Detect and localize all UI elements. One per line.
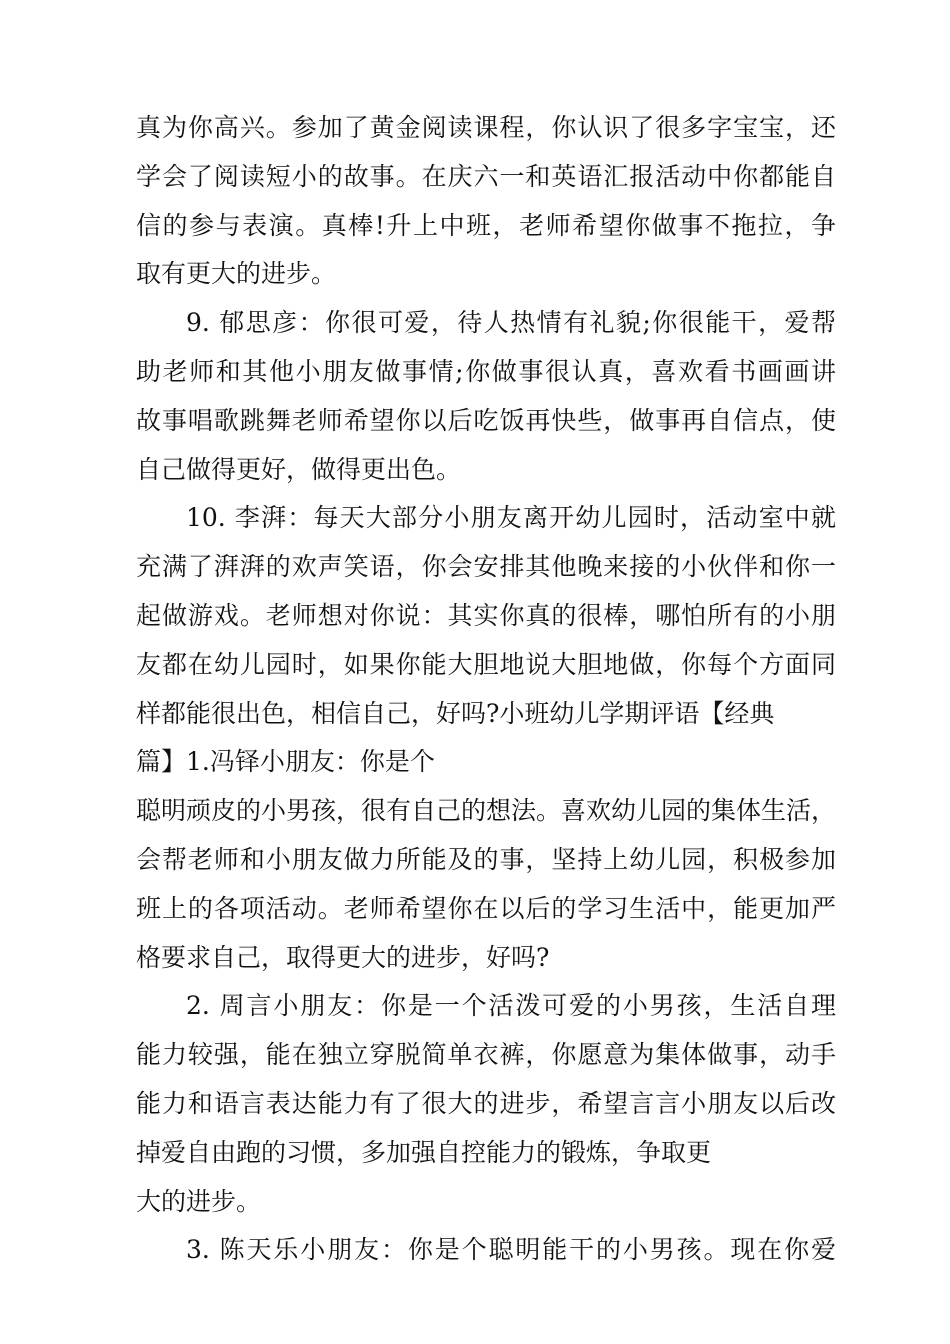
text-line: 聪明顽皮的小男孩，很有自己的想法。喜欢幼儿园的集体生活， [136, 796, 836, 826]
text-line: 故事唱歌跳舞老师希望你以后吃饭再快些，做事再自信点，使 [136, 405, 836, 435]
text-line: 篇】1.冯铎小朋友：你是个 [136, 747, 435, 777]
text-line: 2. 周言小朋友：你是一个活泼可爱的小男孩，生活自理 [186, 991, 836, 1021]
text-line: 大的进步。 [136, 1186, 262, 1216]
text-line: 学会了阅读短小的故事。在庆六一和英语汇报活动中你都能自 [136, 161, 836, 191]
text-line: 取有更大的进步。 [136, 259, 337, 289]
text-line: 能力较强，能在独立穿脱简单衣裤，你愿意为集体做事，动手 [136, 1040, 836, 1070]
text-line: 真为你高兴。参加了黄金阅读课程，你认识了很多字宝宝，还 [136, 113, 836, 142]
text-line: 信的参与表演。真棒!升上中班，老师希望你做事不拖拉，争 [136, 210, 836, 240]
text-line: 格要求自己，取得更大的进步，好吗? [136, 942, 550, 972]
text-line: 会帮老师和小朋友做力所能及的事，坚持上幼儿园，积极参加 [136, 844, 836, 874]
text-line: 起做游戏。老师想对你说：其实你真的很棒，哪怕所有的小朋 [136, 600, 836, 630]
text-line: 班上的各项活动。老师希望你在以后的学习生活中，能更加严 [136, 893, 836, 923]
text-line: 友都在幼儿园时，如果你能大胆地说大胆地做，你每个方面同 [136, 649, 836, 679]
body-text [136, 104, 836, 1275]
text-line: 3. 陈天乐小朋友：你是个聪明能干的小男孩。现在你爱 [186, 1235, 836, 1265]
text-line: 10. 李湃：每天大部分小朋友离开幼儿园时，活动室中就 [186, 503, 836, 533]
text-line: 样都能很出色，相信自己，好吗?小班幼儿学期评语【经典 [136, 698, 775, 728]
text-line: 9. 郁思彦：你很可爱，待人热情有礼貌;你很能干，爱帮 [186, 308, 836, 338]
text-line: 掉爱自由跑的习惯，多加强自控能力的锻炼，争取更 [136, 1137, 712, 1167]
text-line: 助老师和其他小朋友做事情;你做事很认真，喜欢看书画画讲 [136, 356, 836, 386]
text-line: 自己做得更好，做得更出色。 [136, 454, 462, 484]
text-line: 充满了湃湃的欢声笑语，你会安排其他晚来接的小伙伴和你一 [136, 552, 836, 582]
text-line: 能力和语言表达能力有了很大的进步，希望言言小朋友以后改 [136, 1088, 836, 1118]
